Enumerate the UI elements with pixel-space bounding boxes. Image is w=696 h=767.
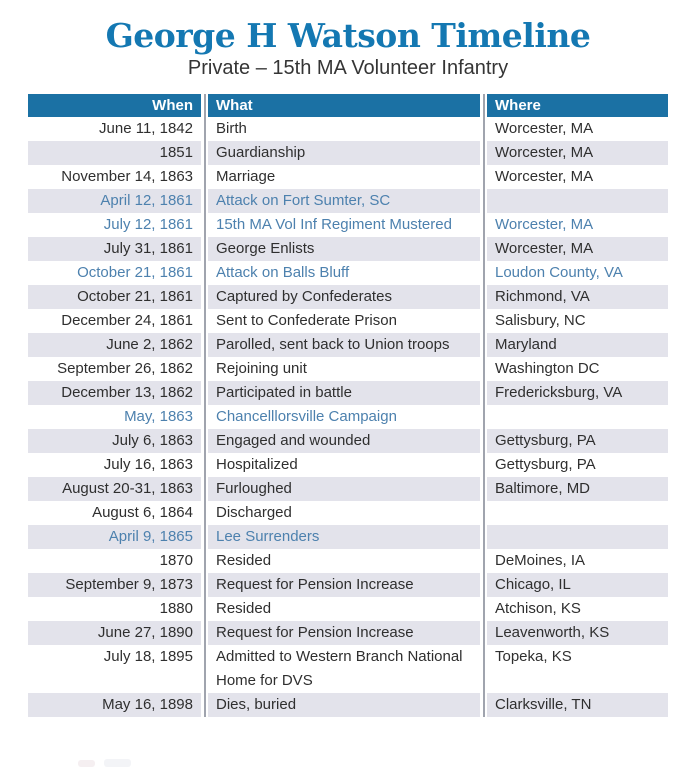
cell-where <box>487 501 668 525</box>
cell-where <box>487 525 668 549</box>
table-row <box>28 693 668 717</box>
table-row <box>28 381 668 405</box>
cell-when: December 24, 1861 <box>61 312 193 329</box>
table-row <box>28 405 668 429</box>
table-row <box>28 357 668 381</box>
cell-where: Chicago, IL <box>487 573 668 597</box>
table-header-row <box>28 94 668 117</box>
cell-what: 15th MA Vol Inf Regiment Mustered <box>216 216 452 233</box>
cell-what: Discharged <box>216 504 292 521</box>
cell-what: Captured by Confederates <box>208 285 480 309</box>
column-divider-what-where <box>483 94 485 717</box>
cell-when: April 9, 1865 <box>28 525 201 549</box>
cell-when: July 12, 1861 <box>103 216 193 233</box>
cell-what: Attack on Balls Bluff <box>216 264 350 281</box>
cell-what: Hospitalized <box>216 456 298 473</box>
cell-when: May, 1863 <box>124 408 193 425</box>
cell-what: Sent to Confederate Prison <box>216 312 397 329</box>
cell-where <box>487 405 668 429</box>
cell-what: Request for Pension Increase <box>208 621 480 645</box>
page-subtitle: Private – 15th MA Volunteer Infantry <box>187 57 509 79</box>
cell-what: Participated in battle <box>208 381 480 405</box>
cell-where: DeMoines, IA <box>495 552 586 569</box>
cell-what: Attack on Fort Sumter, SC <box>208 189 480 213</box>
cell-where: Maryland <box>487 333 668 357</box>
table-row <box>28 645 668 693</box>
table-row <box>28 453 668 477</box>
cell-where <box>487 189 668 213</box>
timeline-table <box>28 94 668 717</box>
cell-what: Dies, buried <box>208 693 480 717</box>
cell-when: April 12, 1861 <box>28 189 201 213</box>
cell-where: Salisbury, NC <box>495 312 586 329</box>
cell-what: Chancelllorsville Campaign <box>216 408 397 425</box>
cell-when: July 18, 1895 <box>103 648 193 665</box>
cell-where: Loudon County, VA <box>495 264 623 281</box>
cell-what: George Enlists <box>208 237 480 261</box>
cell-what: Guardianship <box>208 141 480 165</box>
cell-what: Admitted to Western Branch National Home for DVS <box>216 648 463 689</box>
cell-where: Worcester, MA <box>495 168 594 185</box>
cell-when: 1880 <box>159 600 193 617</box>
table-row <box>28 141 668 165</box>
cell-what: Resided <box>216 600 272 617</box>
cell-when: 1851 <box>28 141 201 165</box>
table-row <box>28 117 668 141</box>
column-divider-when-what <box>204 94 206 717</box>
cell-when: September 9, 1873 <box>28 573 201 597</box>
cell-what: Engaged and wounded <box>208 429 480 453</box>
table-row <box>28 501 668 525</box>
cell-what: Parolled, sent back to Union troops <box>208 333 480 357</box>
table-row <box>28 477 668 501</box>
cell-when: July 31, 1861 <box>28 237 201 261</box>
cell-when: October 21, 1861 <box>28 285 201 309</box>
table-body <box>28 117 668 717</box>
cell-where: Gettysburg, PA <box>495 456 596 473</box>
bottom-edge-artifact <box>104 759 131 767</box>
cell-when: May 16, 1898 <box>28 693 201 717</box>
cell-what: Rejoining unit <box>216 360 307 377</box>
cell-when: June 27, 1890 <box>28 621 201 645</box>
cell-when: October 21, 1861 <box>77 264 193 281</box>
table-row <box>28 309 668 333</box>
page-title: George H Watson Timeline <box>105 16 591 55</box>
cell-where: Gettysburg, PA <box>487 429 668 453</box>
table-row <box>28 261 668 285</box>
cell-when: June 11, 1842 <box>99 120 193 137</box>
cell-where: Clarksville, TN <box>487 693 668 717</box>
cell-where: Worcester, MA <box>495 216 594 233</box>
cell-when: July 6, 1863 <box>28 429 201 453</box>
cell-what: Lee Surrenders <box>208 525 480 549</box>
cell-when: September 26, 1862 <box>57 360 193 377</box>
cell-when: July 16, 1863 <box>103 456 193 473</box>
cell-where: Atchison, KS <box>495 600 581 617</box>
cell-where: Worcester, MA <box>495 120 594 137</box>
bottom-edge-artifact <box>78 760 95 767</box>
cell-what: Marriage <box>216 168 276 185</box>
table-row <box>28 333 668 357</box>
table-row <box>28 213 668 237</box>
cell-where: Worcester, MA <box>487 141 668 165</box>
cell-when: December 13, 1862 <box>28 381 201 405</box>
table-row <box>28 525 668 549</box>
table-row <box>28 549 668 573</box>
table-row <box>28 573 668 597</box>
table-row <box>28 597 668 621</box>
cell-where: Richmond, VA <box>487 285 668 309</box>
cell-what: Request for Pension Increase <box>208 573 480 597</box>
cell-what: Birth <box>216 120 247 137</box>
cell-when: 1870 <box>159 552 193 569</box>
cell-where: Baltimore, MD <box>487 477 668 501</box>
cell-where: Leavenworth, KS <box>487 621 668 645</box>
cell-when: June 2, 1862 <box>28 333 201 357</box>
cell-when: November 14, 1863 <box>61 168 193 185</box>
column-header-where: Where <box>487 94 668 117</box>
cell-what: Furloughed <box>208 477 480 501</box>
cell-where: Worcester, MA <box>487 237 668 261</box>
table-row <box>28 621 668 645</box>
cell-when: August 20-31, 1863 <box>28 477 201 501</box>
cell-when: August 6, 1864 <box>92 504 193 521</box>
cell-where: Fredericksburg, VA <box>487 381 668 405</box>
table-row <box>28 189 668 213</box>
table-row <box>28 165 668 189</box>
column-header-when: When <box>28 94 201 117</box>
cell-where: Washington DC <box>495 360 600 377</box>
table-row <box>28 285 668 309</box>
cell-where: Topeka, KS <box>495 648 572 665</box>
table-row <box>28 237 668 261</box>
table-row <box>28 429 668 453</box>
column-header-what: What <box>208 94 480 117</box>
cell-what: Resided <box>216 552 272 569</box>
